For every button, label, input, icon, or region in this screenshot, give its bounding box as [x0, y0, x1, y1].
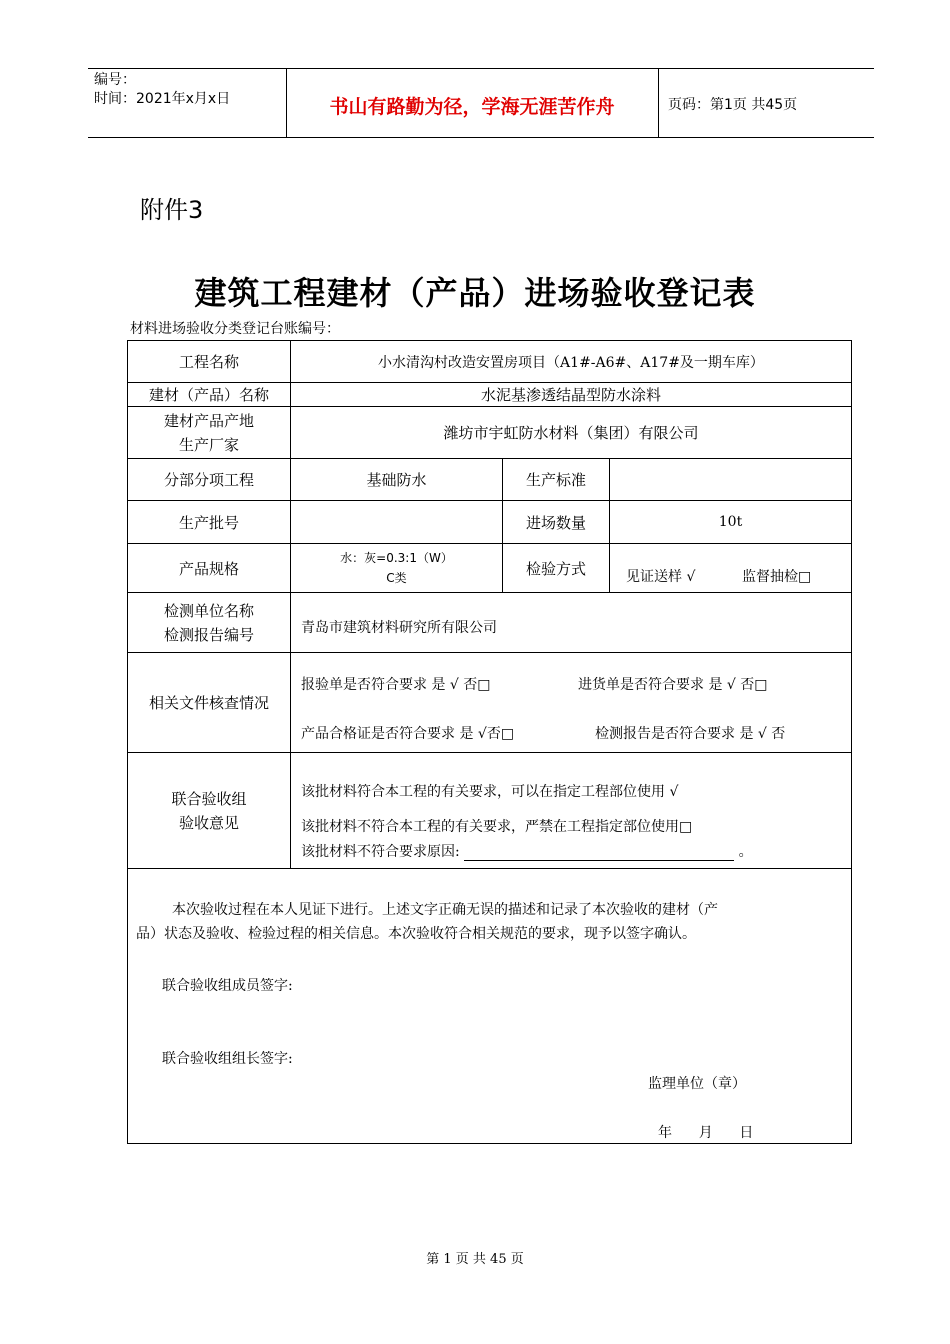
batch-value	[291, 501, 502, 543]
opinion-conform: 该批材料符合本工程的有关要求，可以在指定工程部位使用 √	[301, 784, 679, 800]
opinion-label	[128, 753, 290, 868]
docs-check-delivery-note: 进货单是否符合要求 是 √ 否□	[578, 677, 768, 693]
subproject-label: 分部分项工程	[163, 471, 254, 489]
lab-label	[128, 593, 290, 652]
project-name-value: 小水清沟村改造安置房项目（A1#-A6#、A17#及一期车库）	[378, 354, 764, 371]
opinion-reason-blank	[464, 846, 734, 861]
spec-line2: C类	[386, 571, 407, 585]
spec-value	[291, 544, 502, 592]
batch-label: 生产批号	[178, 513, 239, 532]
docs-check-test-report: 检测报告是否符合要求 是 √ 否	[595, 726, 786, 742]
quantity-value: 10t	[718, 514, 743, 530]
header-right-cell	[658, 69, 874, 137]
inspect-option-witness: 见证送样 √	[626, 569, 696, 585]
manufacturer-value: 潍坊市宇虹防水材料（集团）有限公司	[443, 424, 699, 442]
docs-check-label: 相关文件核查情况	[148, 694, 269, 712]
member-signature-label: 联合验收组成员签字:	[162, 978, 293, 994]
statement-line1: 本次验收过程在本人见证下进行。上述文字正确无误的描述和记录了本次验收的建材（产	[172, 902, 718, 918]
opinion-reason-prefix: 该批材料不符合要求原因:	[301, 844, 460, 860]
opinion-nonconform: 该批材料不符合本工程的有关要求，严禁在工程指定部位使用□	[301, 819, 693, 835]
date-line: 年 月 日	[658, 1125, 754, 1141]
ledger-number-label: 材料进场验收分类登记台账编号：	[130, 321, 340, 337]
docs-check-certificate: 产品合格证是否符合要求 是 √否□	[301, 726, 515, 742]
document-header	[88, 68, 874, 138]
motto: 书山有路勤为径，学海无涯苦作舟	[329, 96, 615, 118]
project-name-label: 工程名称	[178, 353, 239, 371]
opinion-reason	[301, 841, 753, 861]
spec-line1: 水：灰=0.3:1（W）	[340, 551, 453, 565]
quantity-label: 进场数量	[525, 513, 586, 532]
inspect-option-supervise: 监督抽检□	[742, 569, 812, 585]
standard-label: 生产标准	[525, 471, 586, 489]
subproject-value: 基础防水	[366, 471, 427, 489]
opinion-reason-suffix: 。	[738, 844, 753, 860]
serial-label: 编号：	[94, 72, 136, 88]
spec-label: 产品规格	[178, 559, 239, 578]
material-name-label: 建材（产品）名称	[148, 386, 269, 404]
origin-label-line2: 生产厂家	[178, 435, 239, 454]
supervisor-seal-label: 监理单位（章）	[648, 1076, 746, 1092]
inspect-method-label: 检验方式	[525, 559, 586, 578]
attachment-label: 附件3	[140, 196, 204, 224]
lab-label-line1: 检测单位名称	[163, 601, 254, 620]
lab-name-value: 青岛市建筑材料研究所有限公司	[301, 620, 497, 636]
lab-label-line2: 检测报告编号	[163, 625, 254, 644]
opinion-label-line1: 联合验收组	[171, 789, 247, 808]
acceptance-form-table	[127, 340, 852, 1144]
docs-check-inspection-report: 报验单是否符合要求 是 √ 否□	[301, 677, 491, 693]
material-name-value: 水泥基渗透结晶型防水涂料	[480, 386, 661, 404]
leader-signature-label: 联合验收组组长签字:	[162, 1051, 293, 1067]
page-info: 页码：第1页 共45页	[668, 97, 798, 113]
origin-label-line1: 建材产品产地	[163, 411, 254, 430]
page-title: 建筑工程建材（产品）进场验收登记表	[194, 274, 756, 312]
origin-label	[128, 407, 290, 458]
header-middle-cell	[286, 69, 659, 137]
statement-line2: 品）状态及验收、检验过程的相关信息。本次验收符合相关规范的要求，现予以签字确认。	[136, 926, 696, 942]
header-left-cell	[88, 69, 287, 137]
standard-value	[610, 459, 851, 500]
opinion-label-line2: 验收意见	[178, 813, 239, 832]
page-footer: 第 1 页 共 45 页	[426, 1252, 524, 1267]
time-label: 时间：2021年x月x日	[94, 91, 231, 107]
